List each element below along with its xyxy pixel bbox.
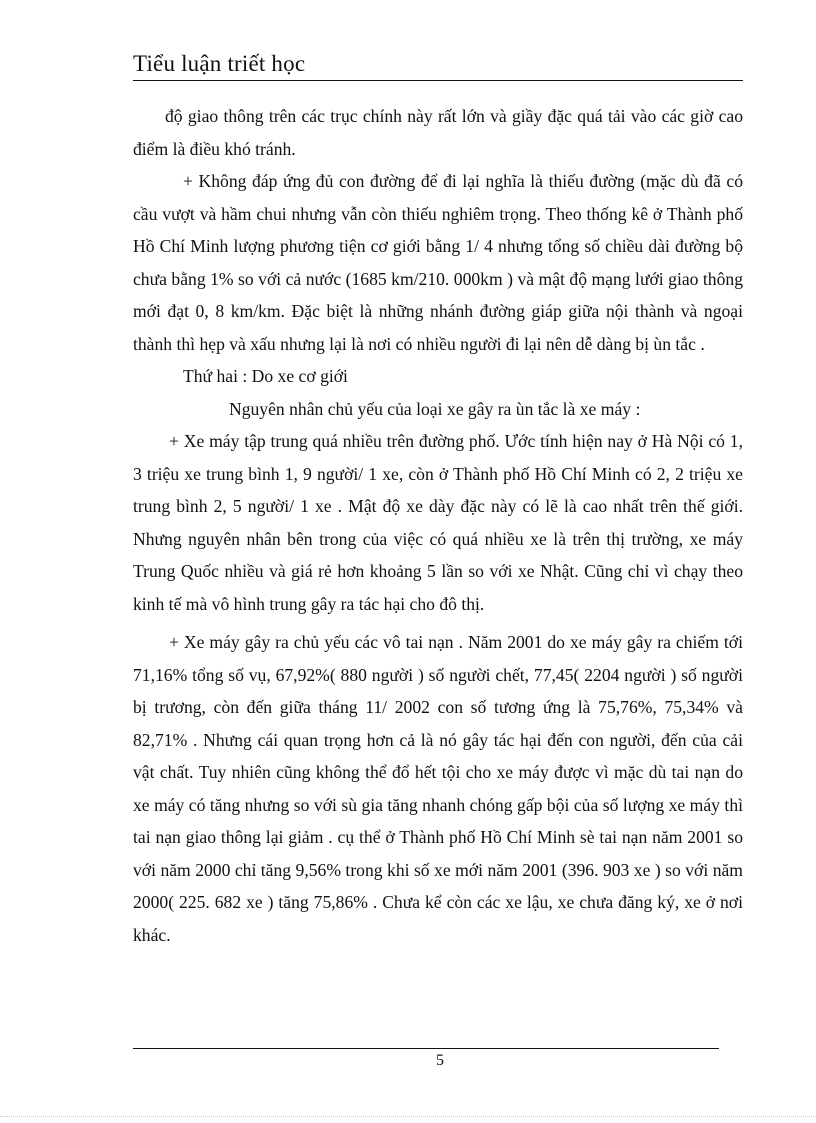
page-bottom-edge bbox=[0, 1116, 816, 1117]
header-divider bbox=[133, 80, 743, 81]
section-heading-second-cause: Thứ hai : Do xe cơ giới bbox=[183, 366, 348, 386]
running-header-title: Tiểu luận triết học bbox=[133, 51, 306, 76]
paragraph-road-shortage: + Không đáp ứng đủ con đường để đi lại nghĩa là thiếu đường (mặc dù đã có cầu vượt và hầm chui nhưng vẫn còn thiếu nghiêm trọng. Theo thống kê ở Thành phố Hồ Chí Minh lượng phương tiện cơ giới bằng 1/ 4 nhưng tổng số chiều dài đường bộ chưa bằng 1% so với cả nước (1685 km/210. 000km ) và mật độ mạng lưới giao thông mới đạt 0, 8 km/km. Đặc biệt là những nhánh đường giáp giữa nội thành và ngoại thành thì hẹp và xấu nhưng lại là nơi có nhiều người đi lại nên dễ dàng bị ùn tắc . bbox=[133, 171, 743, 354]
paragraph-continuation: độ giao thông trên các trục chính này rất lớn và giầy đặc quá tải vào các giờ cao điểm là điều khó tránh. bbox=[133, 106, 743, 159]
paragraph-main-cause: Nguyên nhân chủ yếu của loại xe gây ra ùn tắc là xe máy : bbox=[229, 398, 641, 419]
paragraph-motorbike-density: + Xe máy tập trung quá nhiều trên đường phố. Ước tính hiện nay ở Hà Nội có 1, 3 triệu xe trung bình 1, 9 người/ 1 xe, còn ở Thành phố Hồ Chí Minh có 2, 2 triệu xe trung bình 2, 5 người/ 1 xe . Mật độ xe dày đặc này có lẽ là cao nhất trên thế giới. Nhưng nguyên nhân bên trong của việc có quá nhiều xe là trên thị trường, xe máy Trung Quốc nhiều và giá rẻ hơn khoảng 5 lần so với xe Nhật. Cũng chỉ vì chạy theo kinh tế mà vô hình trung gây ra tác hại cho đô thị. bbox=[133, 431, 743, 614]
footer-divider bbox=[133, 1048, 719, 1049]
page-number: 5 bbox=[436, 1052, 444, 1069]
paragraph-motorbike-accidents: + Xe máy gây ra chủ yếu các vô tai nạn . Năm 2001 do xe máy gây ra chiếm tới 71,16% tổng số vụ, 67,92%( 880 người ) số người chết, 77,45( 2204 người ) số người bị trương, còn đến giữa tháng 11/ 2002 con số tương ứng là 75,76%, 75,34% và 82,71% . Nhưng cái quan trọng hơn cả là nó gây tác hại đến con người, đến của cải vật chất. Tuy nhiên cũng không thể đổ hết tội cho xe máy được vì mặc dù tai nạn do xe máy có tăng nhưng so với sù gia tăng nhanh chóng gấp bội của số lượng xe máy thì tai nạn giao thông lại giảm . cụ thể ở Thành phố Hồ Chí Minh sè tai nạn năm 2001 so với năm 2000 chỉ tăng 9,56% trong khi số xe mới năm 2001 (396. 903 xe ) so với năm 2000( 225. 682 xe ) tăng 75,86% . Chưa kể còn các xe lậu, xe chưa đăng ký, xe ở nơi khác. bbox=[133, 632, 743, 945]
body-text bbox=[133, 100, 743, 951]
